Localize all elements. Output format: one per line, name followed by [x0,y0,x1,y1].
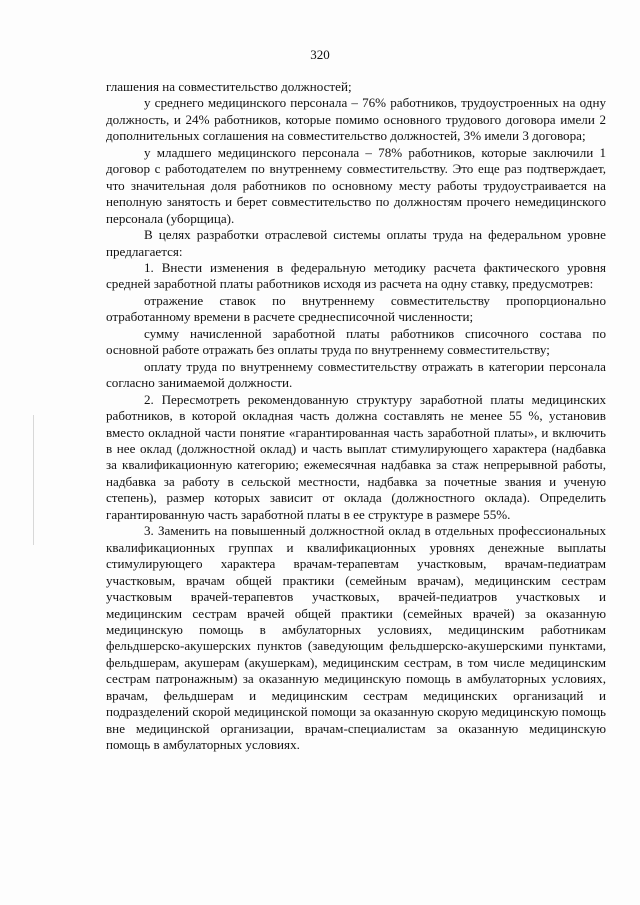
document-body [106,79,606,754]
scan-margin-mark [33,415,34,545]
paragraph-junior-staff: у младшего медицинского персонала – 78% работников, которые заключили 1 договор с работодателем по внутреннему совместительству. Это еще раз подтверждает, что значительная доля работников по основному месту работы трудоустраивается на неполную занятость и берет совместительство по должностям прочего немедицинского персонала (уборщица). [106,144,606,226]
paragraph-continuation: глашения на совместительство должностей; [106,79,352,94]
paragraph-mid-level-staff: у среднего медицинского персонала – 76% работников, трудоустроенных на одну должность, и 24% работников, которые помимо основного трудового договора имели 2 дополнительных соглашения на совместительство должностей, 3% имели 3 договора; [106,95,606,144]
page-number: 320 [310,47,330,62]
paragraph-item-1: 1. Внести изменения в федеральную методику расчета фактического уровня средней заработной платы работников исходя из расчета на одну ставку, предусмотрев: [106,259,606,292]
paragraph-proposal-intro: В целях разработки отраслевой системы оплаты труда на федеральном уровне предлагается: [106,227,606,259]
paragraph-item-1-b: сумму начисленной заработной платы работников списочного состава по основной работе отражать без оплаты труда по внутреннему совместительству; [106,325,606,358]
paragraph-item-1-a: отражение ставок по внутреннему совместительству пропорционально отработанному времени в расчете среднесписочной численности; [106,292,606,325]
paragraph-item-3: 3. Заменить на повышенный должностной оклад в отдельных профессиональных квалификационных группах и квалификационных уровнях денежные выплаты стимулирующего характера врачам-терапевтам участковым, врачам-педиатрам участковым, врачам общей практики (семейным врачам), медицинским сестрам участковым врачей-терапевтов участковых, врачей-педиатров участковых и медицинским сестрам врачей общей практики (семейных врачей) за оказанную медицинскую помощь в амбулаторных условиях, медицинским работникам фельдшерско-акушерских пунктов (заведующим фельдшерско-акушерскими пунктами, фельдшерам, акушерам (акушеркам), медицинским сестрам, в том числе медицинским сестрам патронажным) за оказанную медицинскую помощь в амбулаторных условиях, врачам, фельдшерам и медицинским сестрам медицинских организаций и подразделений скорой медицинской помощи за оказанную скорую медицинскую помощь вне медицинской организации, врачам-специалистам за оказанную медицинскую помощь в амбулаторных условиях. [106,523,606,753]
paragraph-item-2: 2. Пересмотреть рекомендованную структуру заработной платы медицинских работников, в которой окладная часть должна составлять не менее 55 %, установив вместо окладной части понятие «гарантированная часть заработной платы», и включить в нее оклад (должностной оклад) и часть выплат стимулирующего характера (надбавка за квалификационную категорию; ежемесячная надбавка за стаж непрерывной работы, надбавка за работу в сельской местности, надбавка за почетные звания и ученую степень), размер которых зависит от оклада (должностного оклада). Определить гарантированную часть заработной платы в ее структуре в размере 55%. [106,391,606,522]
paragraph-item-1-c: оплату труда по внутреннему совместительству отражать в категории персонала согласно занимаемой должности. [106,358,606,391]
